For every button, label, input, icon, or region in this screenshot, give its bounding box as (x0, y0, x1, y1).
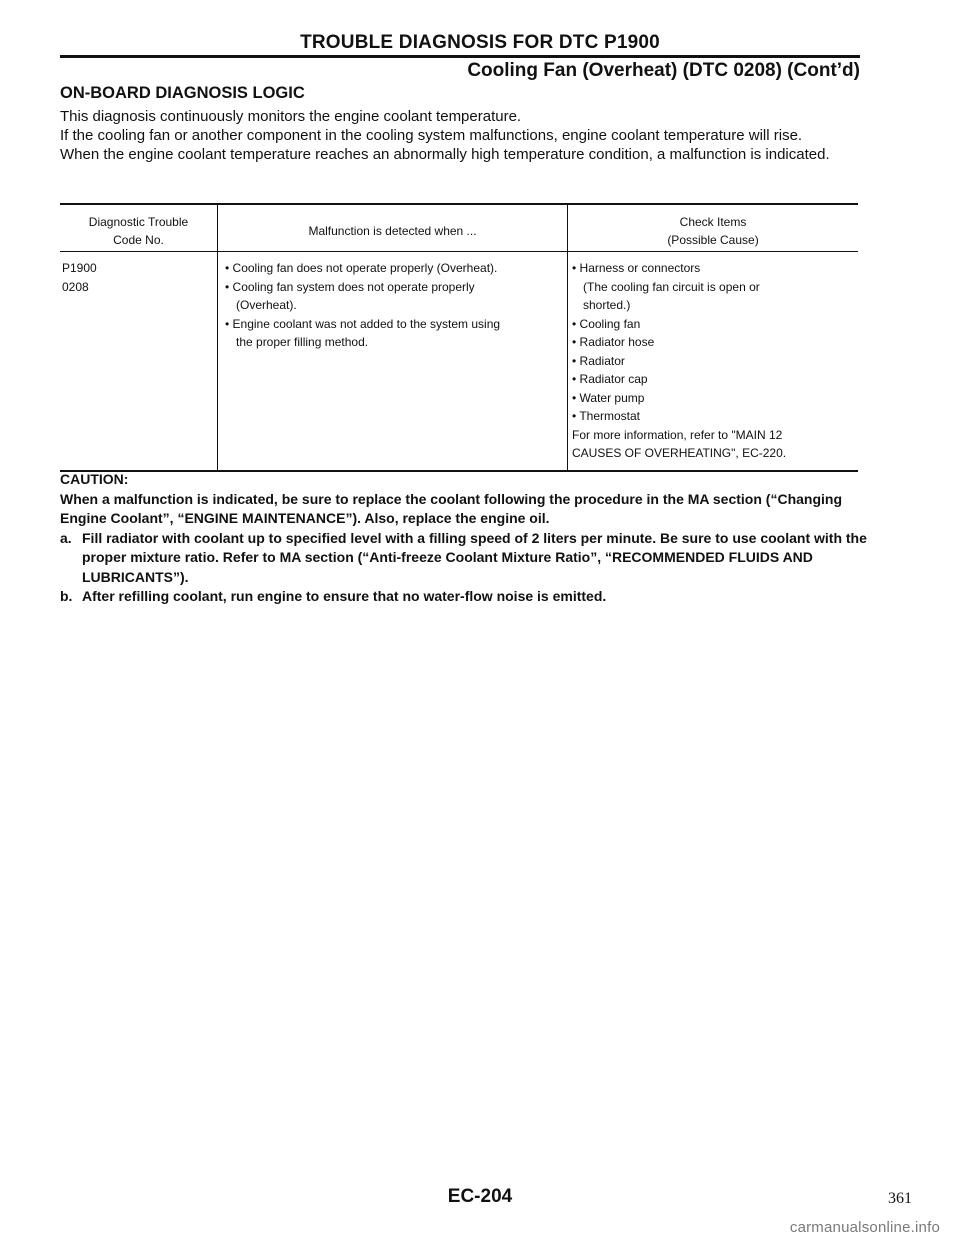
caution-item-label: b. (60, 588, 73, 604)
header-malfunction (218, 222, 567, 240)
intro-text (60, 107, 870, 164)
intro-paragraph: When the engine coolant temperature reaches an abnormally high temperature condition, a malfunction is indicated. (60, 146, 830, 163)
caution-item-text: Fill radiator with coolant up to specified level with a filling speed of 2 liters per minute. Be sure to use coolant with the proper mixture ratio. Refer to MA section (“Anti-freeze Coolant Mixture Ratio”, “RECOMMENDED FLUIDS AND LUBRICANTS”). (82, 529, 867, 585)
caution-item-label: a. (60, 529, 72, 546)
caution-item (60, 587, 870, 607)
check-item: (The cooling fan circuit is open or (583, 279, 760, 294)
section-heading: ON-BOARD DIAGNOSIS LOGIC (60, 84, 305, 102)
caution-heading: CAUTION: (60, 471, 129, 487)
page-number: 361 (888, 1190, 912, 1207)
malfunction-line: the proper filling method. (236, 335, 369, 349)
check-item: • Thermostat (572, 409, 641, 423)
check-item: CAUSES OF OVERHEATING", EC-220. (572, 446, 787, 460)
diagnosis-table (60, 203, 858, 472)
check-item: • Cooling fan (572, 316, 641, 331)
header-dtc-code-line: Code No. (113, 233, 164, 247)
page-title: TROUBLE DIAGNOSIS FOR DTC P1900 (300, 32, 660, 53)
caution-block (60, 470, 870, 607)
malfunction-cell (225, 259, 500, 352)
header-rule (60, 55, 860, 58)
check-item: shorted.) (583, 298, 631, 312)
malfunction-line: (Overheat). (236, 298, 297, 312)
intro-paragraph: This diagnosis continuously monitors the engine coolant temperature. (60, 108, 522, 125)
watermark: carmanualsonline.info (789, 1219, 940, 1236)
dtc-code-cell (62, 259, 97, 296)
check-item: • Harness or connectors (572, 261, 701, 275)
section-subtitle: Cooling Fan (Overheat) (DTC 0208) (Cont’d) (467, 60, 860, 81)
header-check-items-line: Check Items (679, 215, 747, 229)
dtc-code: P1900 (62, 261, 97, 275)
dtc-code: 0208 (62, 279, 89, 294)
malfunction-line: • Cooling fan does not operate properly (Overheat). (225, 261, 498, 275)
check-item: For more information, refer to "MAIN 12 (572, 427, 783, 442)
header-check-items-line: (Possible Cause) (667, 233, 759, 247)
check-items-cell (572, 259, 786, 463)
check-item: • Radiator hose (572, 335, 655, 349)
table-divider (217, 205, 218, 470)
malfunction-line: • Cooling fan system does not operate properly (225, 279, 475, 294)
check-item: • Water pump (572, 390, 645, 405)
caution-item (60, 529, 870, 588)
header-dtc-code-line: Diagnostic Trouble (88, 215, 189, 229)
table-header-rule (60, 251, 858, 252)
caution-text: When a malfunction is indicated, be sure to replace the coolant following the procedure in the MA section (“Changing Engine Coolant”, “ENGINE MAINTENANCE”). Also, replace the engine oil. (60, 490, 842, 526)
header-check-items (568, 213, 858, 249)
header-dtc-code (60, 213, 217, 249)
caution-item-text: After refilling coolant, run engine to ensure that no water-flow noise is emitted. (82, 588, 607, 604)
check-item: • Radiator cap (572, 372, 648, 386)
check-item: • Radiator (572, 353, 625, 368)
page-code: EC-204 (447, 1186, 513, 1207)
intro-paragraph: If the cooling fan or another component in the cooling system malfunctions, engine coolant temperature will rise. (60, 127, 803, 144)
malfunction-line: • Engine coolant was not added to the system using (225, 316, 501, 331)
header-malfunction-label: Malfunction is detected when ... (308, 224, 477, 238)
